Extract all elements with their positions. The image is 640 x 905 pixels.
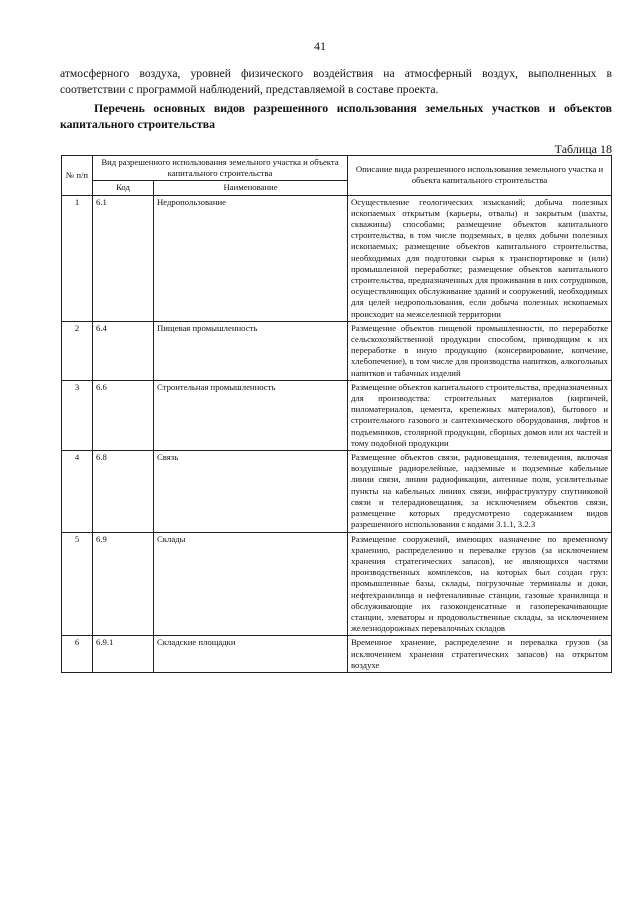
table-row <box>62 195 612 321</box>
row-description: Осуществление геологических изысканий; добыча полезных ископаемых открытым (карьеры, отвалы) и закрытым (шахты, скважины) способами; размещение объектов капитального строительства, в том числе подземных, в целях добычи полезных ископаемых; размещение объектов капитального строительства, необходимых для подготовки сырья к транспортировке и (или) промышленной переработке; размещение объектов капитального строительства, предназначенных для проживания в них сотрудников, осуществляющих обслуживание зданий и сооружений, необходимых для целей недропользования, если добыча полезных ископаемых происходит на межселенной территории <box>348 195 612 321</box>
row-num: 1 <box>62 195 93 321</box>
row-name: Строительная промышленность <box>154 380 348 450</box>
row-num: 4 <box>62 451 93 532</box>
row-description: Размещение сооружений, имеющих назначение по временному хранению, распределению и перевалке грузов (за исключением хранения стратегических запасов), не являющихся частями производственных комплексов, на которых был создан груз: промышленные базы, склады, погрузочные терминалы и доки, нефтехранилища и нефтеналивные станции, газовые хранилища и обслуживающие их газоконденсатные и газоперекачивающие станции, элеваторы и продовольственные склады, за исключением железнодорожных перевалочных складов <box>348 532 612 636</box>
table-row <box>62 636 612 673</box>
intro-paragraph: атмосферного воздуха, уровней физического воздействия на атмосферный воздух, выполненных в соответствии с программой наблюдений, представляемой в составе проекта. <box>60 67 612 96</box>
row-code: 6.9.1 <box>93 636 154 673</box>
row-description: Размещение объектов пищевой промышленности, по переработке сельскохозяйственной продукции способом, приводящим к их переработке в иную продукцию (консервирование, копчение, хлебопечение), в том числе для производства напитков, алкогольных напитков и табачных изделий <box>348 321 612 380</box>
row-name: Пищевая промышленность <box>154 321 348 380</box>
row-code: 6.8 <box>93 451 154 532</box>
page-number: 41 <box>314 39 326 53</box>
table-caption: Таблица 18 <box>554 142 612 156</box>
table-row <box>62 380 612 450</box>
row-name: Недропользование <box>154 195 348 321</box>
table-header-row <box>62 156 612 181</box>
row-num: 6 <box>62 636 93 673</box>
table-row <box>62 532 612 636</box>
row-description: Временное хранение, распределение и перевалка грузов (за исключением хранения стратегических запасов) на открытом воздухе <box>348 636 612 673</box>
land-use-table <box>61 155 612 673</box>
row-name: Связь <box>154 451 348 532</box>
row-name: Склады <box>154 532 348 636</box>
header-code: Код <box>93 181 154 195</box>
table-row <box>62 321 612 380</box>
row-num: 3 <box>62 380 93 450</box>
row-code: 6.6 <box>93 380 154 450</box>
header-name: Наименование <box>154 181 348 195</box>
row-description: Размещение объектов капитального строительства, предназначенных для производства: строительных материалов (кирпичей, пиломатериалов, цемента, крепежных материалов), бытового и строительного газового и сантехнического оборудования, лифтов и подъемников, столярной продукции, сборных домов или их частей и тому подобной продукции <box>348 380 612 450</box>
header-description: Описание вида разрешенного использования земельного участка и объекта капитального строительства <box>348 156 612 196</box>
row-code: 6.1 <box>93 195 154 321</box>
row-name: Складские площадки <box>154 636 348 673</box>
row-num: 2 <box>62 321 93 380</box>
header-num: № п/п <box>62 156 93 196</box>
header-group: Вид разрешенного использования земельного участка и объекта капитального строительства <box>93 156 348 181</box>
row-code: 6.9 <box>93 532 154 636</box>
table-row <box>62 451 612 532</box>
row-num: 5 <box>62 532 93 636</box>
row-code: 6.4 <box>93 321 154 380</box>
row-description: Размещение объектов связи, радиовещания, телевидения, включая воздушные радиорелейные, надземные и подземные кабельные линии связи, линии радиофикации, антенные поля, усилительные пункты на кабельных линиях связи, инфраструктуру спутниковой связи и телерадиовещания, за исключением объектов связи, размещение которых предусмотрено содержанием видов разрешенного использования с кодами 3.1.1, 3.2.3 <box>348 451 612 532</box>
section-heading: Перечень основных видов разрешенного использования земельных участков и объектов капитального строительства <box>60 101 612 131</box>
